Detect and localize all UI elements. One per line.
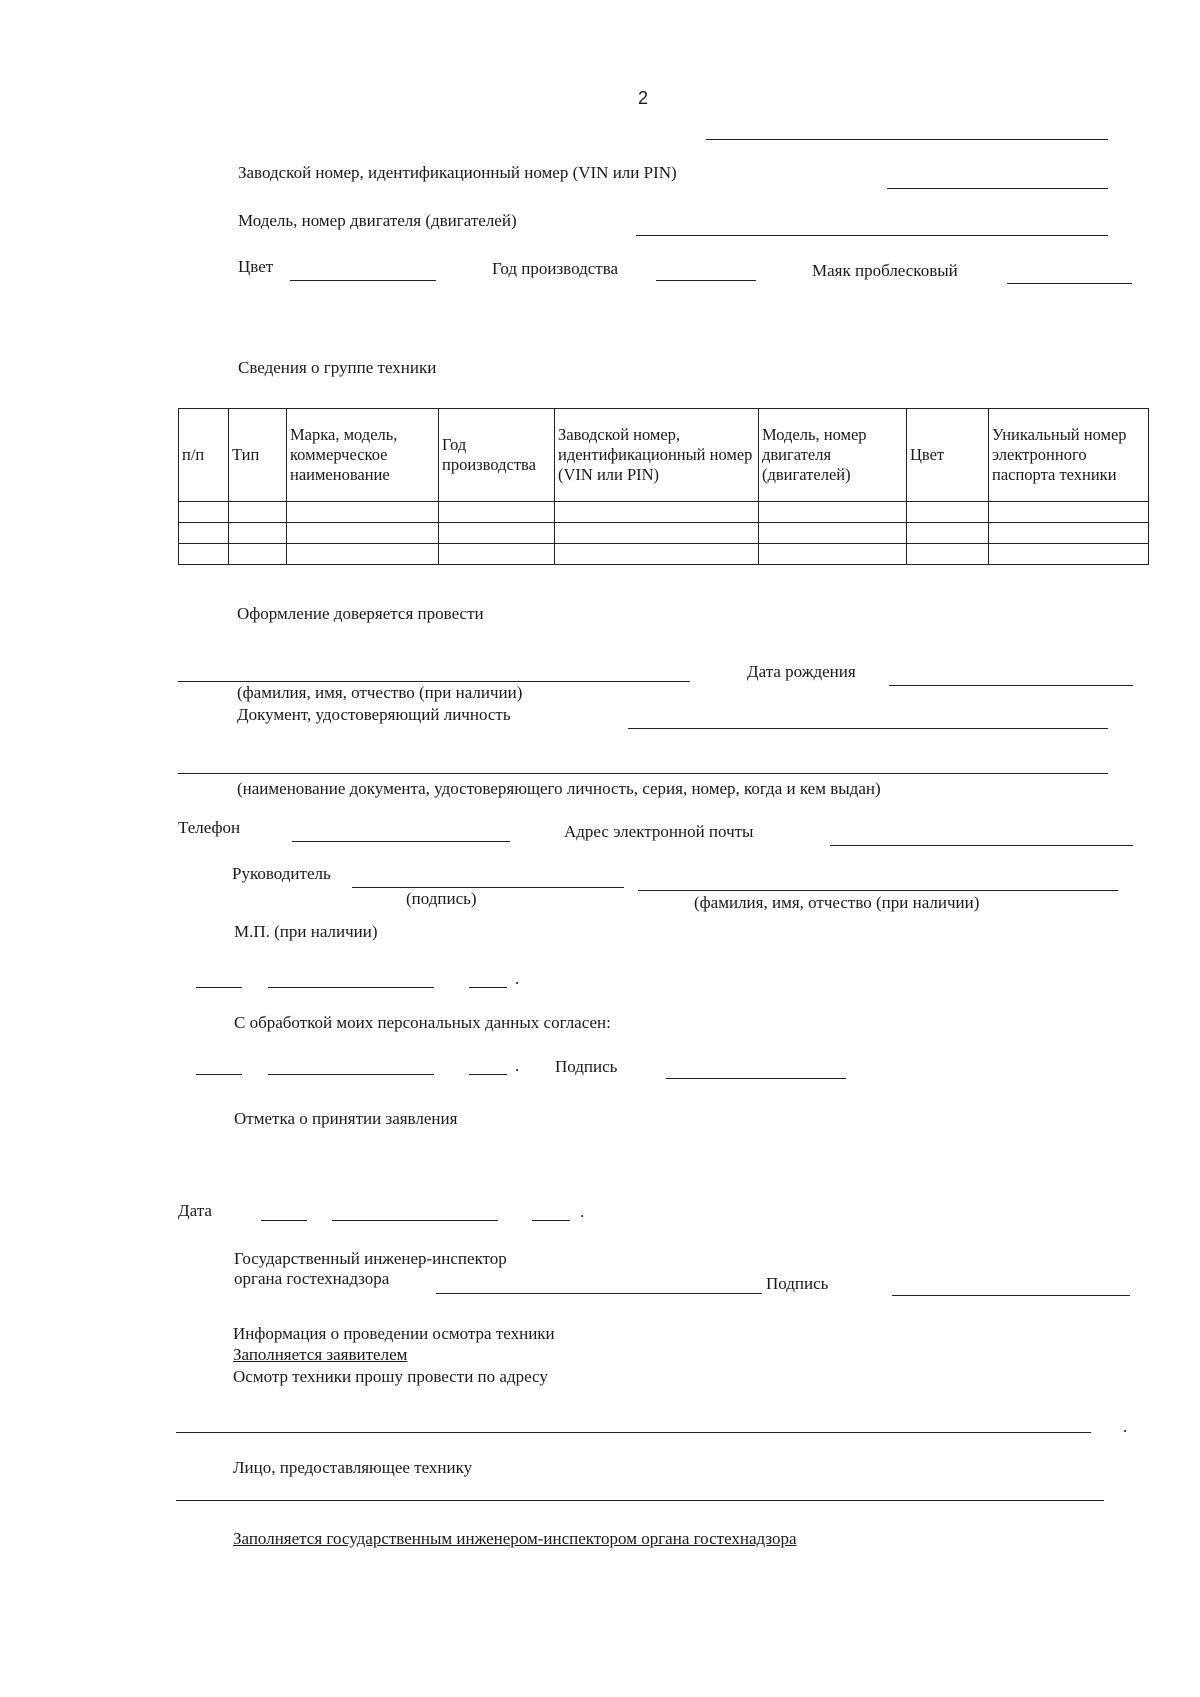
table-cell[interactable] [555, 523, 759, 544]
acceptance-date-label: Дата [178, 1201, 212, 1220]
id-document-field[interactable] [628, 728, 1108, 729]
presenting-person-field[interactable] [176, 1500, 1104, 1501]
stamp-label: М.П. (при наличии) [234, 922, 378, 941]
serial-vin-label: Заводской номер, идентификационный номер (VIN или PIN) [238, 163, 677, 182]
acceptance-title: Отметка о принятии заявления [234, 1109, 458, 1128]
top-blank-line[interactable] [706, 139, 1108, 140]
consent-date-dot: . [515, 1056, 520, 1075]
birth-date-field[interactable] [889, 685, 1133, 686]
consent-date-year-field[interactable] [469, 1074, 507, 1075]
filled-by-applicant-note: Заполняется заявителем [233, 1345, 408, 1364]
inspection-title: Информация о проведении осмотра техники [233, 1324, 555, 1343]
date-dot: . [515, 969, 520, 988]
inspector-name-field[interactable] [436, 1293, 762, 1294]
acceptance-date-dot: . [580, 1202, 585, 1221]
consent-date-day-field[interactable] [196, 1074, 242, 1075]
acceptance-date-month-field[interactable] [332, 1220, 498, 1221]
table-cell[interactable] [989, 523, 1149, 544]
table-row [179, 523, 1149, 544]
table-cell[interactable] [287, 544, 439, 565]
table-cell[interactable] [179, 544, 229, 565]
col-header-passport-number: Уникальный номер электронного паспорта техники [989, 409, 1149, 502]
table-cell[interactable] [555, 502, 759, 523]
head-fio-hint: (фамилия, имя, отчество (при наличии) [694, 893, 980, 912]
table-cell[interactable] [439, 523, 555, 544]
consent-text: С обработкой моих персональных данных согласен: [234, 1013, 611, 1032]
consent-signature-field[interactable] [666, 1078, 846, 1079]
trusted-person-fio-field[interactable] [178, 681, 690, 682]
page-number: 2 [638, 88, 649, 108]
table-cell[interactable] [989, 502, 1149, 523]
table-cell[interactable] [759, 502, 907, 523]
email-field[interactable] [830, 845, 1133, 846]
col-header-color: Цвет [907, 409, 989, 502]
engine-label: Модель, номер двигателя (двигателей) [238, 211, 517, 230]
table-cell[interactable] [759, 523, 907, 544]
table-cell[interactable] [439, 544, 555, 565]
table-cell[interactable] [179, 502, 229, 523]
inspection-address-label: Осмотр техники прошу провести по адресу [233, 1367, 548, 1386]
date-year-field[interactable] [469, 987, 507, 988]
table-row [179, 544, 1149, 565]
table-cell[interactable] [229, 544, 287, 565]
presenting-person-label: Лицо, предоставляющее технику [233, 1458, 473, 1477]
group-title: Сведения о группе техники [238, 358, 437, 377]
beacon-label: Маяк проблесковый [812, 261, 958, 280]
inspection-address-dot: . [1123, 1417, 1128, 1436]
phone-label: Телефон [178, 818, 241, 837]
id-document-label: Документ, удостоверяющий личность [237, 705, 511, 724]
table-cell[interactable] [229, 523, 287, 544]
table-cell[interactable] [907, 523, 989, 544]
col-header-engine: Модель, номер двигателя (двигателей) [759, 409, 907, 502]
filled-by-inspector-note: Заполняется государственным инженером-инспектором органа гостехнадзора [233, 1529, 797, 1548]
table-cell[interactable] [759, 544, 907, 565]
inspector-signature-label: Подпись [766, 1274, 829, 1293]
head-fio-field[interactable] [638, 890, 1118, 891]
serial-vin-field[interactable] [887, 188, 1108, 189]
inspector-label-line1: Государственный инженер-инспектор [234, 1249, 507, 1268]
table-cell[interactable] [179, 523, 229, 544]
table-cell[interactable] [439, 502, 555, 523]
beacon-field[interactable] [1007, 283, 1132, 284]
inspector-label-line2: органа гостехнадзора [234, 1269, 390, 1288]
acceptance-date-year-field[interactable] [532, 1220, 570, 1221]
year-field[interactable] [656, 280, 756, 281]
email-label: Адрес электронной почты [564, 822, 754, 841]
col-header-serial-vin: Заводской номер, идентификационный номер (VIN или PIN) [555, 409, 759, 502]
col-header-type: Тип [229, 409, 287, 502]
inspection-address-field[interactable] [176, 1432, 1091, 1433]
col-header-number: п/п [179, 409, 229, 502]
year-label: Год производства [492, 259, 619, 278]
phone-field[interactable] [292, 841, 510, 842]
head-signature-field[interactable] [352, 887, 624, 888]
date-day-field[interactable] [196, 987, 242, 988]
color-field[interactable] [290, 280, 436, 281]
table-cell[interactable] [229, 502, 287, 523]
group-table [178, 408, 1149, 565]
color-label: Цвет [238, 257, 274, 276]
col-header-year: Год производства [439, 409, 555, 502]
table-cell[interactable] [287, 523, 439, 544]
table-cell[interactable] [989, 544, 1149, 565]
consent-signature-label: Подпись [555, 1057, 618, 1076]
head-signature-hint: (подпись) [406, 889, 477, 908]
head-label: Руководитель [232, 864, 331, 883]
table-cell[interactable] [555, 544, 759, 565]
inspector-signature-field[interactable] [892, 1295, 1130, 1296]
engine-field[interactable] [636, 235, 1108, 236]
group-table-header [179, 409, 1149, 502]
acceptance-date-day-field[interactable] [261, 1220, 307, 1221]
table-cell[interactable] [907, 502, 989, 523]
consent-date-month-field[interactable] [268, 1074, 434, 1075]
date-month-field[interactable] [268, 987, 434, 988]
table-row [179, 502, 1149, 523]
table-cell[interactable] [287, 502, 439, 523]
id-document-details-field[interactable] [178, 773, 1108, 774]
table-cell[interactable] [907, 544, 989, 565]
fio-hint: (фамилия, имя, отчество (при наличии) [237, 683, 523, 702]
trust-title: Оформление доверяется провести [237, 604, 484, 623]
col-header-brand: Марка, модель, коммерческое наименование [287, 409, 439, 502]
id-document-hint: (наименование документа, удостоверяющего личность, серия, номер, когда и кем выдан) [237, 779, 881, 798]
birth-date-label: Дата рождения [747, 662, 856, 681]
